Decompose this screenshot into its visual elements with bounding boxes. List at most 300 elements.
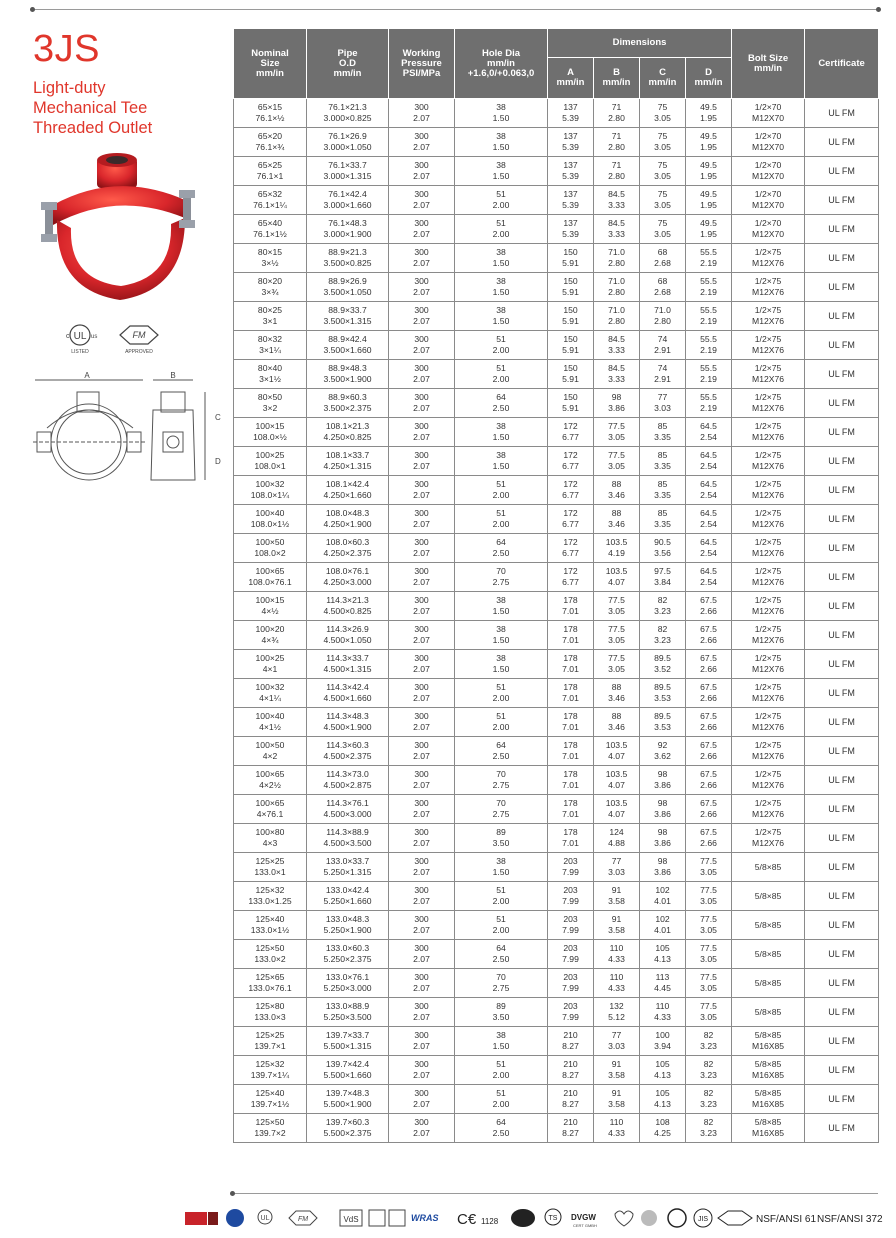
cell-bolt: 1/2×75 M12X76 (732, 737, 805, 766)
table-row (234, 882, 879, 911)
cell-size: 65×25 76.1×1 (234, 157, 307, 186)
cell-certificate: UL FM (805, 708, 879, 737)
cell-c: 98 3.86 (640, 824, 686, 853)
cell-bolt: 1/2×75 M12X76 (732, 331, 805, 360)
table-row (234, 650, 879, 679)
cell-d: 77.5 3.05 (686, 882, 732, 911)
header-pipe-od: Pipe O.D mm/in (307, 29, 389, 99)
cell-b: 77.5 3.05 (594, 447, 640, 476)
cell-od: 114.3×73.0 4.500×2.875 (307, 766, 389, 795)
cell-c: 75 3.05 (640, 215, 686, 244)
cell-c: 85 3.35 (640, 447, 686, 476)
cell-od: 108.0×76.1 4.250×3.000 (307, 563, 389, 592)
cell-size: 100×40 4×1½ (234, 708, 307, 737)
cell-certificate: UL FM (805, 998, 879, 1027)
cell-bolt: 5/8×85 M16X85 (732, 1114, 805, 1143)
cell-wp: 300 2.07 (389, 824, 455, 853)
cell-d: 67.5 2.66 (686, 621, 732, 650)
cert-mark-icon (369, 1210, 405, 1226)
table-row (234, 418, 879, 447)
cell-bolt: 1/2×75 M12X76 (732, 360, 805, 389)
cell-wp: 300 2.07 (389, 505, 455, 534)
cell-hole: 38 1.50 (455, 418, 548, 447)
cell-bolt: 5/8×85 (732, 911, 805, 940)
cell-c: 75 3.05 (640, 157, 686, 186)
cell-d: 77.5 3.05 (686, 853, 732, 882)
vds-logo-icon (340, 1210, 362, 1226)
cell-b: 77.5 3.05 (594, 621, 640, 650)
cell-d: 64.5 2.54 (686, 505, 732, 534)
cell-certificate: UL FM (805, 331, 879, 360)
cell-d: 67.5 2.66 (686, 650, 732, 679)
cell-size: 100×15 108.0×½ (234, 418, 307, 447)
cell-od: 76.1×26.9 3.000×1.050 (307, 128, 389, 157)
cell-c: 74 2.91 (640, 331, 686, 360)
jis-logo-icon (694, 1209, 712, 1227)
cell-wp: 300 2.07 (389, 911, 455, 940)
cell-c: 90.5 3.56 (640, 534, 686, 563)
table-row (234, 215, 879, 244)
cell-c: 75 3.05 (640, 99, 686, 128)
cell-size: 65×15 76.1×½ (234, 99, 307, 128)
cell-certificate: UL FM (805, 882, 879, 911)
cell-certificate: UL FM (805, 563, 879, 592)
cell-size: 125×40 139.7×1½ (234, 1085, 307, 1114)
cell-c: 102 4.01 (640, 882, 686, 911)
cell-b: 91 3.58 (594, 1056, 640, 1085)
cell-wp: 300 2.07 (389, 99, 455, 128)
header-dim-b: B mm/in (594, 58, 640, 99)
ce-mark-icon (457, 1211, 499, 1228)
cell-c: 68 2.68 (640, 244, 686, 273)
nsf61-label: NSF/ANSI 61 (756, 1214, 817, 1225)
cell-hole: 38 1.50 (455, 1027, 548, 1056)
table-row (234, 360, 879, 389)
cell-hole: 51 2.00 (455, 186, 548, 215)
cell-size: 80×40 3×1½ (234, 360, 307, 389)
cell-a: 203 7.99 (548, 853, 594, 882)
cell-d: 64.5 2.54 (686, 418, 732, 447)
cell-a: 150 5.91 (548, 273, 594, 302)
table-row (234, 1114, 879, 1143)
cell-size: 100×65 108.0×76.1 (234, 563, 307, 592)
cell-certificate: UL FM (805, 824, 879, 853)
cell-a: 203 7.99 (548, 911, 594, 940)
cell-bolt: 1/2×75 M12X76 (732, 447, 805, 476)
cell-od: 108.1×33.7 4.250×1.315 (307, 447, 389, 476)
cell-d: 49.5 1.95 (686, 157, 732, 186)
cell-hole: 64 2.50 (455, 940, 548, 969)
title-line-1: Light-duty (33, 79, 106, 97)
cell-od: 76.1×33.7 3.000×1.315 (307, 157, 389, 186)
cell-wp: 300 2.07 (389, 679, 455, 708)
cell-bolt: 1/2×75 M12X76 (732, 650, 805, 679)
table-row (234, 1027, 879, 1056)
cell-d: 64.5 2.54 (686, 563, 732, 592)
cell-hole: 38 1.50 (455, 592, 548, 621)
cell-od: 76.1×42.4 3.000×1.660 (307, 186, 389, 215)
cell-od: 108.0×60.3 4.250×2.375 (307, 534, 389, 563)
cell-bolt: 5/8×85 (732, 853, 805, 882)
cell-size: 100×15 4×½ (234, 592, 307, 621)
model-code: 3JS (33, 28, 100, 70)
cell-bolt: 1/2×70 M12X70 (732, 157, 805, 186)
cell-a: 178 7.01 (548, 621, 594, 650)
header-hole-dia: Hole Dia mm/in +1.6,0/+0.063,0 (455, 29, 548, 99)
cell-hole: 38 1.50 (455, 273, 548, 302)
cell-b: 98 3.86 (594, 389, 640, 418)
cell-hole: 64 2.50 (455, 534, 548, 563)
cell-hole: 51 2.00 (455, 882, 548, 911)
cell-wp: 300 2.07 (389, 447, 455, 476)
cell-d: 77.5 3.05 (686, 969, 732, 998)
cell-c: 75 3.05 (640, 186, 686, 215)
dimension-drawings (33, 370, 223, 490)
cell-a: 172 6.77 (548, 418, 594, 447)
cell-hole: 51 2.00 (455, 215, 548, 244)
cell-certificate: UL FM (805, 969, 879, 998)
cell-hole: 51 2.00 (455, 679, 548, 708)
cell-bolt: 1/2×75 M12X76 (732, 708, 805, 737)
cell-size: 65×40 76.1×1½ (234, 215, 307, 244)
cell-od: 139.7×48.3 5.500×1.900 (307, 1085, 389, 1114)
cell-od: 133.0×42.4 5.250×1.660 (307, 882, 389, 911)
cell-bolt: 1/2×75 M12X76 (732, 476, 805, 505)
cell-wp: 300 2.07 (389, 389, 455, 418)
cell-b: 77.5 3.05 (594, 592, 640, 621)
cell-od: 114.3×76.1 4.500×3.000 (307, 795, 389, 824)
cell-b: 84.5 3.33 (594, 331, 640, 360)
table-row (234, 708, 879, 737)
svg-text:CERT GMBH: CERT GMBH (573, 1223, 597, 1228)
cell-b: 77 3.03 (594, 853, 640, 882)
cell-certificate: UL FM (805, 650, 879, 679)
cell-certificate: UL FM (805, 679, 879, 708)
cell-wp: 300 2.07 (389, 563, 455, 592)
cell-a: 178 7.01 (548, 737, 594, 766)
cell-bolt: 1/2×75 M12X76 (732, 679, 805, 708)
cell-b: 77 3.03 (594, 1027, 640, 1056)
cell-bolt: 1/2×75 M12X76 (732, 795, 805, 824)
cell-d: 77.5 3.05 (686, 911, 732, 940)
cell-c: 85 3.35 (640, 418, 686, 447)
cell-od: 76.1×21.3 3.000×0.825 (307, 99, 389, 128)
cell-certificate: UL FM (805, 186, 879, 215)
cell-od: 88.9×48.3 3.500×1.900 (307, 360, 389, 389)
cell-size: 125×32 139.7×1¼ (234, 1056, 307, 1085)
cell-od: 133.0×88.9 5.250×3.500 (307, 998, 389, 1027)
cell-c: 82 3.23 (640, 621, 686, 650)
cell-od: 114.3×33.7 4.500×1.315 (307, 650, 389, 679)
svg-text:TS: TS (548, 1215, 558, 1222)
cell-a: 150 5.91 (548, 302, 594, 331)
cell-d: 55.5 2.19 (686, 360, 732, 389)
table-row (234, 969, 879, 998)
cell-b: 84.5 3.33 (594, 360, 640, 389)
cell-certificate: UL FM (805, 244, 879, 273)
cell-wp: 300 2.07 (389, 998, 455, 1027)
svg-text:UL: UL (73, 331, 87, 342)
cell-hole: 89 3.50 (455, 824, 548, 853)
table-row (234, 592, 879, 621)
cell-od: 108.1×21.3 4.250×0.825 (307, 418, 389, 447)
cell-od: 114.3×60.3 4.500×2.375 (307, 737, 389, 766)
cell-od: 108.0×48.3 4.250×1.900 (307, 505, 389, 534)
cell-size: 80×32 3×1¼ (234, 331, 307, 360)
cell-a: 178 7.01 (548, 795, 594, 824)
cell-c: 82 3.23 (640, 592, 686, 621)
cell-certificate: UL FM (805, 1027, 879, 1056)
cell-certificate: UL FM (805, 418, 879, 447)
specification-table (233, 28, 879, 1143)
cell-b: 103.5 4.07 (594, 766, 640, 795)
cell-bolt: 1/2×70 M12X70 (732, 128, 805, 157)
svg-text:FM: FM (132, 330, 146, 340)
table-row (234, 128, 879, 157)
cell-size: 125×25 133.0×1 (234, 853, 307, 882)
cell-d: 67.5 2.66 (686, 824, 732, 853)
ul-logo-icon (258, 1210, 272, 1224)
cell-bolt: 1/2×75 M12X76 (732, 563, 805, 592)
cell-d: 49.5 1.95 (686, 186, 732, 215)
title-line-3: Threaded Outlet (33, 119, 153, 137)
cell-od: 76.1×48.3 3.000×1.900 (307, 215, 389, 244)
cell-certificate: UL FM (805, 592, 879, 621)
cell-c: 68 2.68 (640, 273, 686, 302)
table-row (234, 853, 879, 882)
cell-bolt: 5/8×85 (732, 969, 805, 998)
cell-wp: 300 2.07 (389, 708, 455, 737)
cell-od: 88.9×60.3 3.500×2.375 (307, 389, 389, 418)
cell-size: 100×50 4×2 (234, 737, 307, 766)
ts-logo-icon (545, 1209, 561, 1225)
svg-text:C: C (215, 413, 221, 422)
title-line-2: Mechanical Tee (33, 99, 148, 117)
cell-a: 172 6.77 (548, 534, 594, 563)
cell-b: 71.0 2.80 (594, 302, 640, 331)
cell-a: 137 5.39 (548, 99, 594, 128)
cell-wp: 300 2.07 (389, 940, 455, 969)
cell-b: 77.5 3.05 (594, 418, 640, 447)
cell-a: 203 7.99 (548, 998, 594, 1027)
cell-size: 65×32 76.1×1¼ (234, 186, 307, 215)
cell-certificate: UL FM (805, 1114, 879, 1143)
svg-text:JIS: JIS (697, 1216, 709, 1223)
cell-od: 133.0×48.3 5.250×1.900 (307, 911, 389, 940)
cell-bolt: 1/2×70 M12X70 (732, 186, 805, 215)
cell-b: 88 3.46 (594, 679, 640, 708)
cell-d: 55.5 2.19 (686, 244, 732, 273)
svg-text:A: A (84, 371, 90, 380)
cell-c: 74 2.91 (640, 360, 686, 389)
cell-a: 172 6.77 (548, 563, 594, 592)
cell-size: 125×65 133.0×76.1 (234, 969, 307, 998)
cell-size: 100×32 108.0×1¼ (234, 476, 307, 505)
cell-b: 71 2.80 (594, 128, 640, 157)
cell-certificate: UL FM (805, 360, 879, 389)
cell-size: 100×32 4×1¼ (234, 679, 307, 708)
cell-wp: 300 2.07 (389, 128, 455, 157)
cell-bolt: 1/2×70 M12X70 (732, 215, 805, 244)
cell-bolt: 1/2×75 M12X76 (732, 302, 805, 331)
cell-b: 91 3.58 (594, 911, 640, 940)
cell-c: 75 3.05 (640, 128, 686, 157)
svg-text:1128: 1128 (481, 1217, 499, 1226)
cell-a: 172 6.77 (548, 476, 594, 505)
cell-hole: 51 2.00 (455, 1085, 548, 1114)
cell-size: 125×25 139.7×1 (234, 1027, 307, 1056)
cell-certificate: UL FM (805, 128, 879, 157)
cell-wp: 300 2.07 (389, 650, 455, 679)
cell-b: 103.5 4.07 (594, 737, 640, 766)
cell-hole: 38 1.50 (455, 244, 548, 273)
svg-text:D: D (215, 457, 221, 466)
cell-od: 114.3×21.3 4.500×0.825 (307, 592, 389, 621)
table-row (234, 621, 879, 650)
cell-size: 100×80 4×3 (234, 824, 307, 853)
cell-d: 64.5 2.54 (686, 534, 732, 563)
table-row (234, 302, 879, 331)
cell-wp: 300 2.07 (389, 1027, 455, 1056)
cell-certificate: UL FM (805, 273, 879, 302)
header-working-pressure: Working Pressure PSI/MPa (389, 29, 455, 99)
cell-hole: 38 1.50 (455, 853, 548, 882)
cell-a: 178 7.01 (548, 708, 594, 737)
cell-d: 55.5 2.19 (686, 273, 732, 302)
cell-a: 210 8.27 (548, 1114, 594, 1143)
cell-od: 139.7×33.7 5.500×1.315 (307, 1027, 389, 1056)
cell-hole: 51 2.00 (455, 476, 548, 505)
table-row (234, 824, 879, 853)
cell-d: 67.5 2.66 (686, 766, 732, 795)
svg-text:DVGW: DVGW (571, 1213, 596, 1222)
table-row (234, 447, 879, 476)
cell-c: 100 3.94 (640, 1027, 686, 1056)
cell-c: 97.5 3.84 (640, 563, 686, 592)
cell-c: 110 4.33 (640, 998, 686, 1027)
svg-text:UL: UL (260, 1215, 270, 1222)
cell-bolt: 1/2×75 M12X76 (732, 766, 805, 795)
pc-logo-icon (511, 1209, 535, 1227)
cell-d: 82 3.23 (686, 1056, 732, 1085)
cell-d: 67.5 2.66 (686, 679, 732, 708)
cell-hole: 38 1.50 (455, 621, 548, 650)
cell-certificate: UL FM (805, 447, 879, 476)
table-row (234, 476, 879, 505)
cell-d: 67.5 2.66 (686, 737, 732, 766)
cell-certificate: UL FM (805, 534, 879, 563)
cell-hole: 51 2.00 (455, 360, 548, 389)
cell-b: 91 3.58 (594, 1085, 640, 1114)
cell-b: 91 3.58 (594, 882, 640, 911)
cell-od: 133.0×33.7 5.250×1.315 (307, 853, 389, 882)
cell-size: 65×20 76.1×¾ (234, 128, 307, 157)
cell-hole: 64 2.50 (455, 1114, 548, 1143)
cell-a: 150 5.91 (548, 360, 594, 389)
cell-certificate: UL FM (805, 737, 879, 766)
cell-size: 125×80 133.0×3 (234, 998, 307, 1027)
cell-a: 178 7.01 (548, 650, 594, 679)
header-certificate: Certificate (805, 29, 879, 99)
cell-d: 67.5 2.66 (686, 708, 732, 737)
cell-bolt: 1/2×75 M12X76 (732, 621, 805, 650)
cell-od: 88.9×26.9 3.500×1.050 (307, 273, 389, 302)
cell-a: 203 7.99 (548, 969, 594, 998)
cell-b: 103.5 4.07 (594, 563, 640, 592)
cell-b: 84.5 3.33 (594, 215, 640, 244)
cell-bolt: 1/2×75 M12X76 (732, 592, 805, 621)
cell-c: 89.5 3.53 (640, 679, 686, 708)
cell-hole: 38 1.50 (455, 650, 548, 679)
header-dim-a: A mm/in (548, 58, 594, 99)
cell-size: 100×20 4×¾ (234, 621, 307, 650)
cell-a: 178 7.01 (548, 679, 594, 708)
cell-size: 80×20 3×¾ (234, 273, 307, 302)
cell-od: 114.3×48.3 4.500×1.900 (307, 708, 389, 737)
cell-size: 100×40 108.0×1½ (234, 505, 307, 534)
table-row (234, 737, 879, 766)
cell-certificate: UL FM (805, 389, 879, 418)
svg-text:c: c (66, 333, 70, 340)
cell-bolt: 5/8×85 M16X85 (732, 1027, 805, 1056)
cell-d: 82 3.23 (686, 1085, 732, 1114)
cell-size: 80×25 3×1 (234, 302, 307, 331)
cell-bolt: 1/2×75 M12X76 (732, 505, 805, 534)
table-row (234, 563, 879, 592)
table-row (234, 766, 879, 795)
cell-certificate: UL FM (805, 1056, 879, 1085)
cell-hole: 51 2.00 (455, 1056, 548, 1085)
dvgw-logo-icon (571, 1213, 597, 1228)
kc-logo-icon (668, 1209, 686, 1227)
cell-d: 82 3.23 (686, 1027, 732, 1056)
cell-wp: 300 2.07 (389, 621, 455, 650)
table-row (234, 244, 879, 273)
cell-b: 124 4.88 (594, 824, 640, 853)
header-nominal-size: Nominal Size mm/in (234, 29, 307, 99)
sp-logo-icon (718, 1211, 752, 1225)
bottom-divider (233, 1193, 878, 1194)
svg-text:VdS: VdS (343, 1215, 359, 1224)
cell-wp: 300 2.07 (389, 853, 455, 882)
cell-od: 133.0×60.3 5.250×2.375 (307, 940, 389, 969)
cell-a: 150 5.91 (548, 331, 594, 360)
header-dim-d: D mm/in (686, 58, 732, 99)
cell-od: 114.3×88.9 4.500×3.500 (307, 824, 389, 853)
cell-a: 203 7.99 (548, 940, 594, 969)
cell-b: 103.5 4.07 (594, 795, 640, 824)
cell-wp: 300 2.07 (389, 1114, 455, 1143)
cell-certificate: UL FM (805, 157, 879, 186)
table-row (234, 679, 879, 708)
cell-certificate: UL FM (805, 795, 879, 824)
cell-c: 105 4.13 (640, 940, 686, 969)
header-dim-c: C mm/in (640, 58, 686, 99)
cell-bolt: 1/2×75 M12X76 (732, 389, 805, 418)
cell-hole: 38 1.50 (455, 99, 548, 128)
table-row (234, 505, 879, 534)
svg-text:C€: C€ (457, 1211, 477, 1228)
cell-b: 110 4.33 (594, 940, 640, 969)
cell-certificate: UL FM (805, 215, 879, 244)
cell-d: 64.5 2.54 (686, 447, 732, 476)
cell-a: 172 6.77 (548, 447, 594, 476)
cell-hole: 64 2.50 (455, 737, 548, 766)
cell-c: 89.5 3.53 (640, 708, 686, 737)
svg-text:B: B (170, 371, 176, 380)
cell-b: 103.5 4.19 (594, 534, 640, 563)
svg-text:APPROVED: APPROVED (125, 349, 153, 355)
